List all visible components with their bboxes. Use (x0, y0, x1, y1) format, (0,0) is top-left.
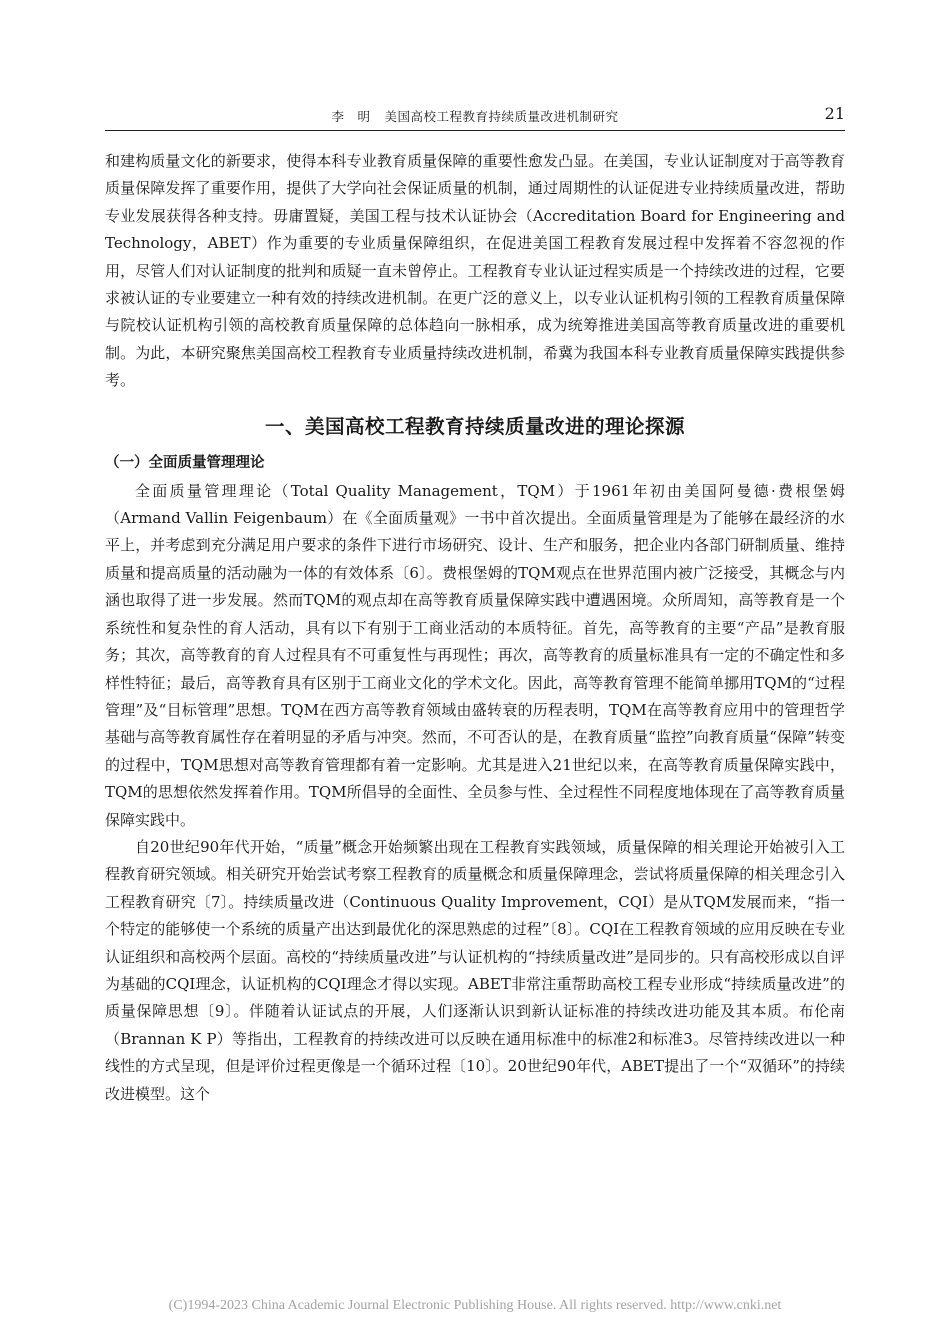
running-header-title (105, 107, 845, 125)
subsection-heading: （一）全面质量管理理论 (105, 454, 265, 471)
copyright-footer: (C)1994-2023 China Academic Journal Electronic Publishing House. All rights reserved. http://www.cnki.net (168, 1298, 782, 1313)
body-paragraph-cqi: 自20世纪90年代开始，“质量”概念开始频繁出现在工程教育实践领域，质量保障的相关理论开始被引入工程教育研究领域。相关研究开始尝试考察工程教育的质量概念和质量保障理念，尝试将质量保障的相关理念引入工程教育研究〔7〕。持续质量改进（Continuous Quality Improvement，CQI）是从TQM发展而来，“指一个特定的能够使一个系统的质量产出达到最优化的深思熟虑的过程”〔8〕。CQI在工程教育领域的应用反映在专业认证组织和高校两个层面。高校的“持续质量改进”与认证机构的“持续质量改进”是同步的。只有高校形成以自评为基础的CQI理念，认证机构的CQI理念才得以实现。ABET非常注重帮助高校工程专业形成“持续质量改进”的质量保障思想〔9〕。伴随着认证试点的开展，人们逐渐认识到新认证标准的持续改进功能及其本质。布伦南（Brannan K P）等指出，工程教育的持续改进可以反映在通用标准中的标准2和标准3。尽管持续改进以一种线性的方式呈现，但是评价过程更像是一个循环过程〔10〕。20世纪90年代，ABET提出了一个“双循环”的持续改进模型。这个 (105, 837, 845, 1103)
article-body (105, 148, 845, 1108)
header-article-title: 美国高校工程教育持续质量改进机制研究 (384, 109, 619, 124)
page-number: 21 (824, 104, 845, 123)
running-header (105, 104, 845, 131)
body-paragraph-tqm: 全面质量管理理论（Total Quality Management，TQM）于1961年初由美国阿曼德·费根堡姆（Armand Vallin Feigenbaum）在《全面质量观》一书中首次提出。全面质量管理是为了能够在最经济的水平上，并考虑到充分满足用户要求的条件下进行市场研究、设计、生产和服务，把企业内各部门研制质量、维持质量和提高质量的活动融为一体的有效体系〔6〕。费根堡姆的TQM观点在世界范围内被广泛接受，其概念与内涵也取得了进一步发展。然而TQM的观点却在高等教育质量保障实践中遭遇困境。众所周知，高等教育是一个系统性和复杂性的育人活动，具有以下有别于工商业活动的本质特征。首先，高等教育的主要“产品”是教育服务；其次，高等教育的育人过程具有不可重复性与再现性；再次，高等教育的质量标准具有一定的不确定性和多样性特征；最后，高等教育具有区别于工商业文化的学术文化。因此，高等教育管理不能简单挪用TQM的“过程管理”及“目标管理”思想。TQM在西方高等教育领域由盛转衰的历程表明，TQM在高等教育应用中的管理哲学基础与高等教育属性存在着明显的矛盾与冲突。然而，不可否认的是，在教育质量“监控”向教育质量“保障”转变的过程中，TQM思想对高等教育管理都有着一定影响。尤其是进入21世纪以来，在高等教育质量保障实践中，TQM的思想依然发挥着作用。TQM所倡导的全面性、全员参与性、全过程性不同程度地体现在了高等教育质量保障实践中。 (105, 481, 845, 829)
header-author: 李 明 (331, 109, 371, 124)
section-heading: 一、美国高校工程教育持续质量改进的理论探源 (264, 414, 685, 438)
intro-paragraph: 和建构质量文化的新要求，使得本科专业教育质量保障的重要性愈发凸显。在美国，专业认证制度对于高等教育质量保障发挥了重要作用，提供了大学向社会保证质量的机制，通过周期性的认证促进专业持续质量改进，帮助专业发展获得各种支持。毋庸置疑，美国工程与技术认证协会（Accreditation Board for Engineering and Technology，ABET）作为重要的专业质量保障组织，在促进美国工程教育发展过程中发挥着不容忽视的作用，尽管人们对认证制度的批判和质疑一直未曾停止。工程教育专业认证过程实质是一个持续改进的过程，它要求被认证的专业要建立一种有效的持续改进机制。在更广泛的意义上，以专业认证机构引领的工程教育质量保障与院校认证机构引领的高校教育质量保障的总体趋向一脉相承，成为统筹推进美国高等教育质量改进的重要机制。为此，本研究聚焦美国高校工程教育专业质量持续改进机制，希冀为我国本科专业教育质量保障实践提供参考。 (105, 152, 845, 390)
